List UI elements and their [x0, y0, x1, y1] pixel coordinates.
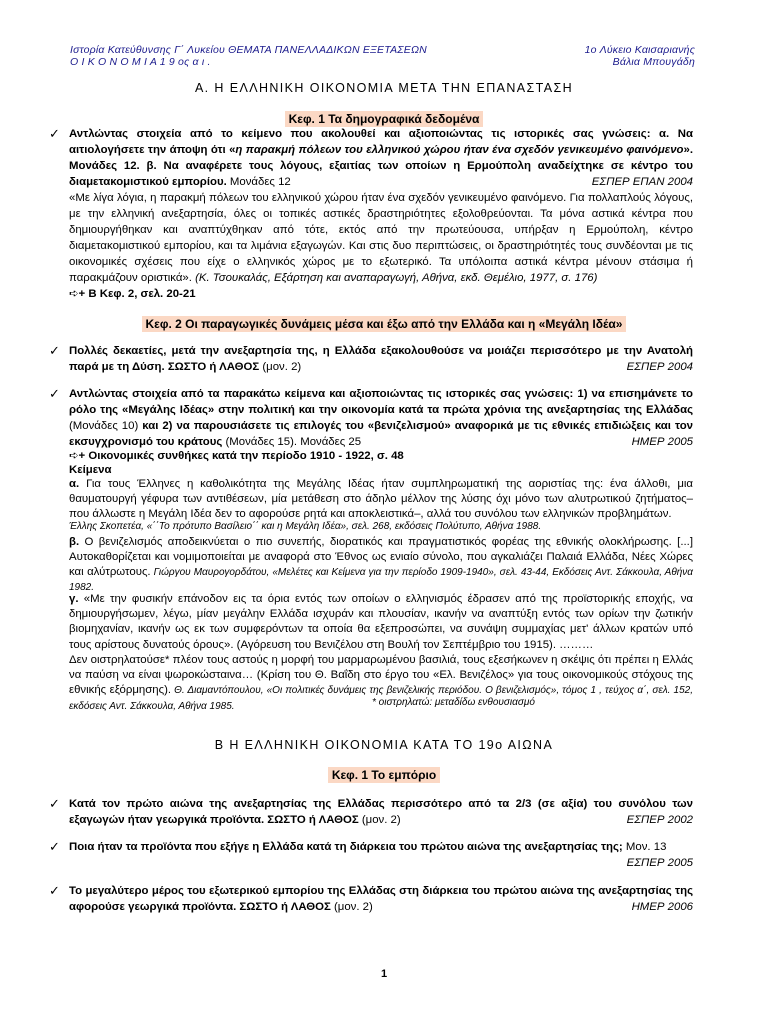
source-tag: ΗΜΕΡ 2005 — [631, 436, 693, 448]
source-tag: ΕΣΠΕΡ 2002 — [626, 814, 693, 826]
question-b1: Κατά τον πρώτο αιώνα της ανεξαρτησίας της Ελλάδας περισσότερο από τα 2/3 (σε αξία) του συνόλου των εξαγωγών ήταν γεωργικά προϊόντα. ΣΩΣΤΟ ή ΛΑΘΟΣ (μον. 2) — [69, 798, 693, 826]
source-tag: ΕΣΠΕΡ 2004 — [626, 361, 693, 373]
text-gamma-continued: Δεν οιστρηλατούσε* πλέον τους αστούς η μορφή του μαρμαρωμένου βασιλιά, τους εξεσήκωνεν η σκέψις ότι πρέπει η Ελλάς να παύση να είναι ψωροκώσταινα… (Κρίση του Θ. Βαΐδη στο έργο του «Ελ. Βενιζέλος» για τους οικονομικούς στόχους της εθνικής εξόρμησης). Θ. Διαμαντόπουλου, «Οι πολιτικές δυνάμεις της βενιζελικής περιόδου. Ο βενιζελισμός», τόμος 1 , τεύχος α΄, σελ. 152, εκδόσεις Αντ. Σάκκουλα, Αθήνα 1985. — [69, 654, 693, 712]
header-school: 1ο Λύκειο Καισαριανής — [584, 44, 695, 56]
arrow-icon: ➪ — [69, 288, 79, 300]
header-subject: Ιστορία Κατεύθυνσης Γ΄ Λυκείου ΘΕΜΑΤΑ ΠΑΝΕΛΛΑΔΙΚΩΝ ΕΞΕΤΑΣΕΩΝ — [70, 44, 427, 56]
question-b3: Το μεγαλύτερο μέρος του εξωτερικού εμπορίου της Ελλάδας στη διάρκεια του πρώτου αιώνα της ανεξαρτησίας της αφορούσε γεωργικά προϊόντα. ΣΩΣΤΟ ή ΛΑΘΟΣ (μον. 2) — [69, 885, 693, 913]
cross-reference: ➪+ Β Κεφ. 2, σελ. 20-21 — [69, 288, 196, 300]
check-icon: ✓ — [49, 126, 60, 141]
source-tag: ΕΣΠΕΡ ΕΠΑΝ 2004 — [591, 176, 693, 188]
check-icon: ✓ — [49, 343, 60, 358]
footnote: * οιστρηλατώ: μεταδίδω ενθουσιασμό — [372, 697, 535, 708]
question-b2: Ποια ήταν τα προϊόντα που εξήγε η Ελλάδα κατά τη διάρκεια του πρώτου αιώνα της ανεξαρτησίας της; Μον. 13 — [69, 841, 667, 853]
arrow-icon: ➪ — [69, 450, 79, 462]
check-icon: ✓ — [49, 386, 60, 401]
text-beta: β. Ο βενιζελισμός αποδεικνύεται ο πιο συνεπής, διορατικός και πραγματιστικός φορέας της εθνικής ολοκλήρωσης. [...] Αυτοκαθορίζεται και νομιμοποιείται με αναφορά στο Έθνος ως ενιαίο σύνολο, που αγκαλιάζει Παλαιά Ελλάδα, Νέες Χώρες και αλύτρωτους. Γιώργου Μαυρογορδάτου, «Μελέτες και Κείμενα για την περίοδο 1909-1940», σελ. 43-44, Εκδόσεις Αντ. Σάκκουλα, Αθήνα 1982. — [69, 536, 694, 593]
source-tag: ΗΜΕΡ 2006 — [631, 901, 693, 913]
check-icon: ✓ — [49, 883, 60, 898]
check-icon: ✓ — [49, 796, 60, 811]
cross-reference: ➪+ Οικονομικές συνθήκες κατά την περίοδο 1910 - 1922, σ. 48 — [69, 450, 404, 462]
page-number: 1 — [380, 968, 388, 980]
header-right — [540, 44, 695, 68]
source-text-a1: «Με λίγα λόγια, η παρακμή πόλεων του ελληνικού χώρου ήταν ένα σχεδόν γενικευμένο φαινόμενο. Για πολλαπλούς λόγους, με την ελληνική ανεξαρτησία, όλες οι τοπικές αστικές δραστηριότητες εξολοθρεύονται. Τα μόνα αστικά κέντρα που δημιουργήθηκαν και αναπτύχθηκαν από τότε, εκτός από την πρωτεύουσα, υπήρξαν η Ερμούπολη, κέντρο διαμετακομιστικού εμπορίου, και τα λιμάνια εξαγωγών. Και στις δυο περιπτώσεις, οι δραστηριότητές τους συνδέονται με τις οικονομικές σχέσεις που είχε ο ελληνικός χώρος με το εξωτερικό. Τα υπόλοιπα αστικά κέντρα μένουν στάσιμα ή παρακμάζουν οριστικά». (Κ. Τσουκαλάς, Εξάρτηση και αναπαραγωγή, Αθήνα, εκδ. Θεμέλιο, 1977, σ. 176) — [69, 192, 693, 284]
chapter-2-heading: Κεφ. 2 Οι παραγωγικές δυνάμεις μέσα και έξω από την Ελλάδα και η «Μεγάλη Ιδέα» — [142, 316, 627, 332]
question-a1: Αντλώντας στοιχεία από το κείμενο που ακολουθεί και αξιοποιώντας τις ιστορικές σας γνώσεις: α. Να αιτιολογήσετε την άποψη ότι «η παρακμή πόλεων του ελληνικού χώρου ήταν ένα σχεδόν γενικευμένο φαινόμενο». Μονάδες 12. β. Να αναφέρετε τους λόγους, εξαιτίας των οποίων η Ερμούπολη αναδείχτηκε σε κέντρο του διαμετακομιστικού εμπορίου. Μονάδες 12 — [69, 128, 693, 188]
chapter-b1-heading: Κεφ. 1 Το εμπόριο — [328, 767, 440, 783]
header-author: Βάλια Μπουγάδη — [612, 56, 695, 68]
section-b-title: Β Η ΕΛΛΗΝΙΚΗ ΟΙΚΟΝΟΜΙΑ ΚΑΤΑ ΤΟ 19ο ΑΙΩΝΑ — [214, 738, 554, 752]
header-topic: Ο Ι Κ Ο Ν Ο Μ Ι Α 1 9 ος α ι . — [70, 56, 211, 68]
chapter-1-heading: Κεφ. 1 Τα δημογραφικά δεδομένα — [285, 111, 484, 127]
question-a2: Πολλές δεκαετίες, μετά την ανεξαρτησία της, η Ελλάδα εξακολουθούσε να μοιάζει περισσότερο με την Ανατολή παρά με τη Δύση. ΣΩΣΤΟ ή ΛΑΘΟΣ (μον. 2) — [69, 345, 693, 373]
source-tag: ΕΣΠΕΡ 2005 — [626, 857, 693, 869]
check-icon: ✓ — [49, 839, 60, 854]
text-alpha: α. Για τους Έλληνες η καθολικότητα της Μεγάλης Ιδέας ήταν συμπληρωματική της αοριστίας της: ένα άλλοθι, μια θαυματουργή γέφυρα των αντιθέσεων, μία μετάθεση στο άδηλο μέλλον της λύσης όχι μόνο των αλυτρωτικού ζητήματος– που άλλωστε η Μεγάλη Ιδέα δεν το αφορούσε ρητά και αποκλειστικά–, αλλά του συνόλου των ελληνικών προβλημάτων. — [69, 478, 693, 520]
citation: Έλλης Σκοπετέα, «΄΄Το πρότυπο Βασίλειο΄΄ και η Μεγάλη Ιδέα», σελ. 268, εκδόσεις Πολύτυπο, Αθήνα 1988. — [69, 521, 542, 532]
question-a3: Αντλώντας στοιχεία από τα παρακάτω κείμενα και αξιοποιώντας τις ιστορικές σας γνώσεις: 1) να επισημάνετε το ρόλο της «Μεγάλης Ιδέας» στην πολιτική και την οικονομία κατά τα πρώτα χρόνια της ανεξαρτησίας της Ελλάδας (Μονάδες 10) και 2) να παρουσιάσετε τις επιλογές του «βενιζελισμού» αναφορικά με τις εθνικές επιδιώξεις και τον εκσυγχρονισμό του κράτους (Μονάδες 15). Μονάδες 25 — [69, 388, 693, 448]
text-gamma: γ. «Με την φυσικήν επάνοδον εις τα όρια εντός των οποίων ο ελληνισμός έδρασεν από της προϊστορικής εποχής, να δημιουργήσωμεν, λέγω, μίαν μεγάλην Ελλάδα ισχυράν και πλουσίαν, ικανήν να αναπτύξη εντός των ορίων την ζωτικήν βιομηχανίαν, ικανήν ως εκ των συμφερόντων τα οποία θα εξεπροσώπει, να συνάψη συμμαχίας μετ' άλλων κρατών υπό τους αρίστους δυνατούς όρους». (Αγόρευση του Βενιζέλου στη Βουλή τον Σεπτέμβριο του 1915). ……… — [69, 593, 693, 651]
section-a-title: Α. Η ΕΛΛΗΝΙΚΗ ΟΙΚΟΝΟΜΙΑ ΜΕΤΑ ΤΗΝ ΕΠΑΝΑΣΤΑΣΗ — [194, 81, 574, 95]
texts-label: Κείμενα — [69, 464, 112, 476]
header-left — [70, 44, 490, 68]
